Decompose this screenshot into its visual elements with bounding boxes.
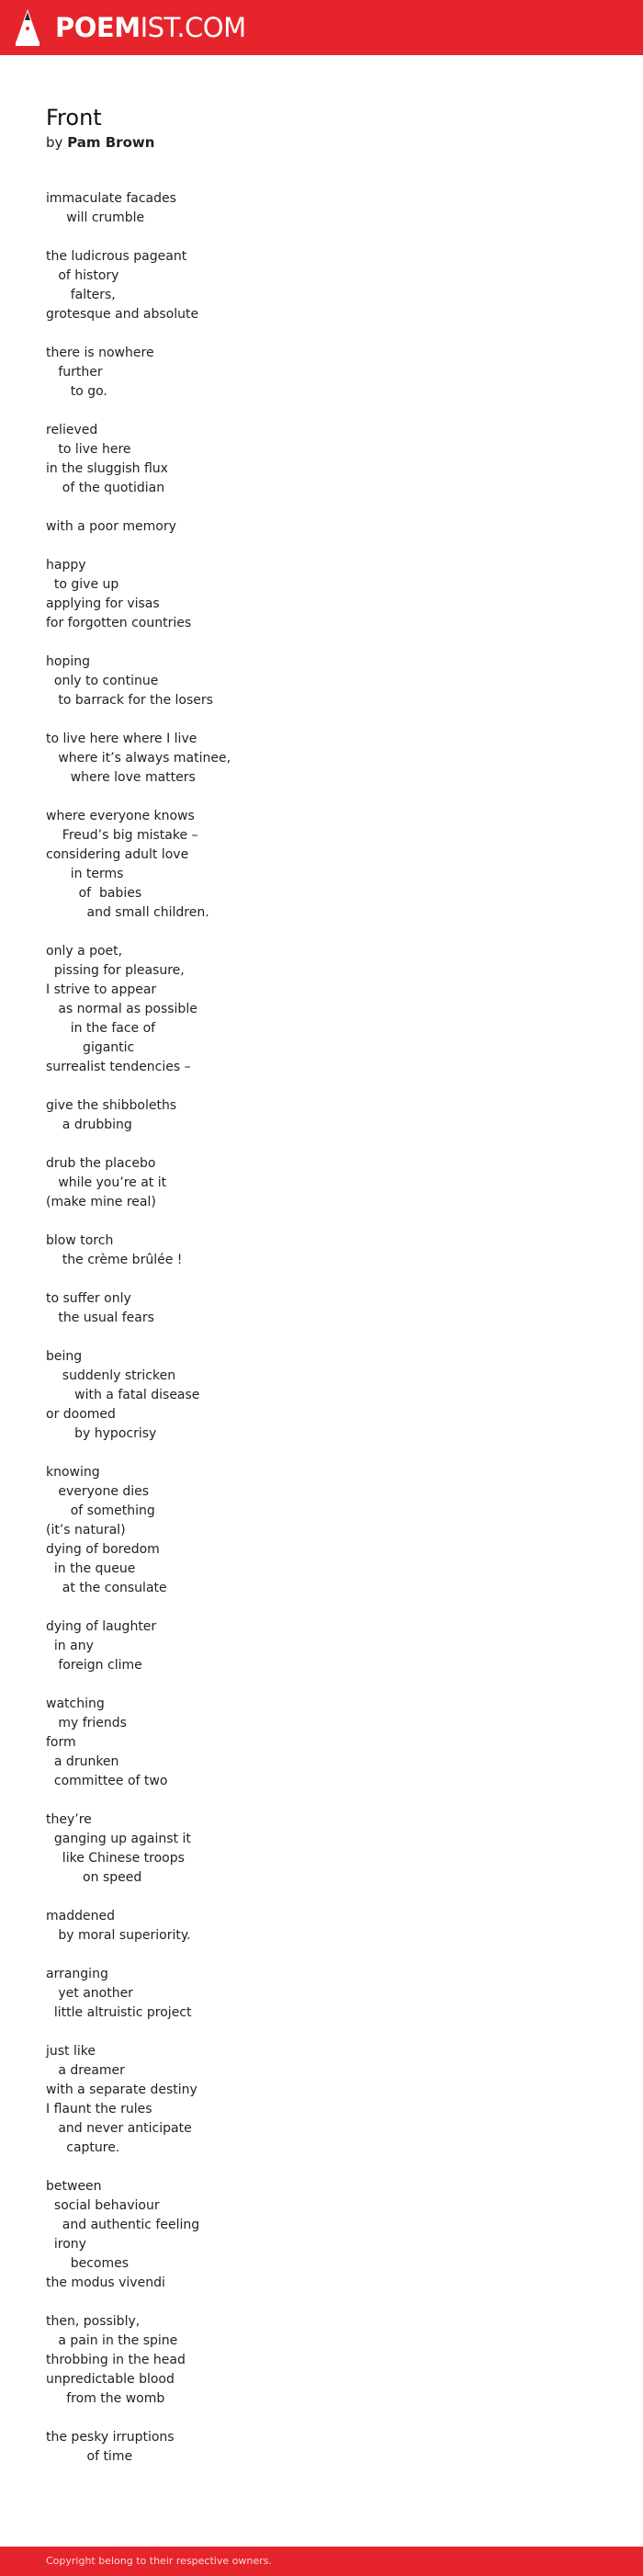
poem-stanza: [46, 1463, 615, 1598]
poem-line: falters,: [46, 288, 116, 302]
poem-line: maddened: [46, 1909, 115, 1923]
by-label: by: [46, 134, 63, 151]
poem-line: hoping: [46, 654, 90, 669]
poem-line: where love matters: [46, 770, 196, 785]
poem-line: committee of two: [46, 1774, 168, 1788]
poem-line: a dreamer: [46, 2063, 125, 2078]
poem-line: pissing for pleasure,: [46, 963, 185, 978]
poem-stanza: [46, 1965, 615, 2023]
poem-line: or doomed: [46, 1407, 116, 1422]
poem-stanza: [46, 2312, 615, 2409]
poem-stanza: [46, 517, 615, 537]
site-footer: [0, 2547, 643, 2576]
poem-line: relieved: [46, 423, 98, 437]
poem-line: happy: [46, 558, 86, 573]
poem-line: a drunken: [46, 1754, 119, 1769]
poem-line: unpredictable blood: [46, 2372, 175, 2387]
poem-stanza: [46, 1907, 615, 1946]
poem-stanza: [46, 1231, 615, 1270]
poem-line: while you’re at it: [46, 1175, 167, 1190]
pen-nib-icon: [13, 8, 42, 47]
poem-line: knowing: [46, 1465, 100, 1480]
logo-light-text: IST.COM: [140, 12, 246, 43]
poem-line: (it’s natural): [46, 1523, 126, 1538]
poem-line: everyone dies: [46, 1484, 150, 1499]
poem-stanza: [46, 1289, 615, 1328]
poem-stanza: [46, 247, 615, 324]
poem-line: to go.: [46, 384, 107, 399]
poem-line: social behaviour: [46, 2198, 160, 2213]
site-logo-link[interactable]: [13, 8, 246, 47]
poem-line: throbbing in the head: [46, 2353, 186, 2367]
poem-line: between: [46, 2179, 102, 2194]
poem-line: the modus vivendi: [46, 2275, 165, 2290]
poem-byline: [46, 132, 615, 153]
poem-author: Pam Brown: [67, 134, 155, 151]
poem-line: from the womb: [46, 2391, 165, 2406]
poem-line: (make mine real): [46, 1195, 156, 1209]
poem-line: to live here where I live: [46, 732, 197, 746]
poem-line: watching: [46, 1697, 105, 1711]
poem-line: dying of boredom: [46, 1542, 160, 1557]
poem-line: by hypocrisy: [46, 1426, 157, 1441]
poem-line: of babies: [46, 886, 142, 901]
poem-line: considering adult love: [46, 847, 189, 862]
poem-line: yet another: [46, 1986, 133, 2001]
poem-line: and small children.: [46, 905, 209, 920]
poem-line: to give up: [46, 577, 119, 592]
poem-stanza: [46, 1347, 615, 1444]
poem-line: irony: [46, 2237, 86, 2252]
poem-line: only a poet,: [46, 944, 123, 959]
poem-stanza: [46, 344, 615, 402]
site-logo-text: [55, 8, 246, 47]
poem-line: and authentic feeling: [46, 2218, 200, 2232]
poem-line: on speed: [46, 1870, 142, 1885]
poem-line: applying for visas: [46, 596, 160, 611]
poem-line: then, possibly,: [46, 2314, 141, 2329]
poem-line: surrealist tendencies –: [46, 1060, 191, 1074]
poem-line: at the consulate: [46, 1581, 167, 1595]
poem-line: the crème brûlée !: [46, 1253, 183, 1267]
poem-stanza: [46, 1617, 615, 1675]
poem-line: and never anticipate: [46, 2121, 192, 2136]
poem-line: dying of laughter: [46, 1619, 157, 1634]
poem-line: the pesky irruptions: [46, 2430, 175, 2445]
logo-bold-text: POEM: [55, 12, 141, 43]
poem-stanza: [46, 942, 615, 1077]
poem-line: where everyone knows: [46, 809, 195, 823]
poem-line: form: [46, 1735, 76, 1750]
poem-body: [46, 189, 615, 2467]
poem-line: there is nowhere: [46, 346, 154, 360]
poem-stanza: [46, 2428, 615, 2467]
poem-line: will crumble: [46, 210, 145, 225]
poem-stanza: [46, 2177, 615, 2293]
poem-line: I flaunt the rules: [46, 2102, 152, 2116]
poem-line: to live here: [46, 442, 131, 457]
poem-line: a drubbing: [46, 1118, 132, 1132]
poem-line: arranging: [46, 1967, 108, 1981]
poem-line: only to continue: [46, 674, 159, 688]
poem-line: like Chinese troops: [46, 1851, 185, 1866]
poem-line: with a separate destiny: [46, 2082, 197, 2097]
poem-line: where it’s always matinee,: [46, 751, 231, 766]
poem-stanza: [46, 1695, 615, 1791]
poem-title: Front: [46, 105, 102, 131]
poem-line: my friends: [46, 1716, 127, 1731]
poem-stanza: [46, 1096, 615, 1135]
poem-stanza: [46, 189, 615, 228]
poem-line: grotesque and absolute: [46, 307, 199, 322]
poem-line: gigantic: [46, 1040, 135, 1055]
poem-stanza: [46, 807, 615, 923]
poem-line: a pain in the spine: [46, 2333, 178, 2348]
poem-line: capture.: [46, 2140, 120, 2155]
poem-line: further: [46, 365, 103, 380]
poem-line: drub the placebo: [46, 1156, 156, 1171]
poem-stanza: [46, 1154, 615, 1212]
poem-line: blow torch: [46, 1233, 114, 1248]
copyright-text: Copyright belong to their respective owners.: [46, 2555, 272, 2567]
poem-line: suddenly stricken: [46, 1368, 176, 1383]
poem-stanza: [46, 556, 615, 633]
poem-line: in the sluggish flux: [46, 461, 168, 476]
poem-line: of something: [46, 1504, 155, 1518]
poem-line: ganging up against it: [46, 1832, 191, 1846]
poem-line: being: [46, 1349, 83, 1364]
poem-line: by moral superiority.: [46, 1928, 191, 1943]
poem-line: little altruistic project: [46, 2005, 192, 2020]
poem-line: give the shibboleths: [46, 1098, 177, 1113]
poem-line: in terms: [46, 867, 124, 881]
poem-stanza: [46, 2042, 615, 2158]
site-header: [0, 0, 643, 55]
poem-content: [46, 103, 615, 2486]
poem-stanza: [46, 421, 615, 498]
poem-line: just like: [46, 2044, 96, 2059]
poem-line: becomes: [46, 2256, 130, 2271]
poem-line: to suffer only: [46, 1291, 131, 1306]
poem-line: the usual fears: [46, 1311, 154, 1325]
poem-line: as normal as possible: [46, 1002, 197, 1016]
poem-line: in the face of: [46, 1021, 156, 1036]
poem-stanza: [46, 730, 615, 788]
poem-line: they’re: [46, 1812, 92, 1827]
poem-line: in the queue: [46, 1561, 136, 1576]
poem-line: in any: [46, 1639, 94, 1653]
poem-line: foreign clime: [46, 1658, 142, 1673]
poem-stanza: [46, 653, 615, 710]
poem-line: immaculate facades: [46, 191, 176, 206]
poem-line: with a fatal disease: [46, 1388, 200, 1402]
poem-line: of history: [46, 268, 119, 283]
poem-line: with a poor memory: [46, 519, 176, 534]
poem-line: the ludicrous pageant: [46, 249, 187, 264]
poem-line: Freud’s big mistake –: [46, 828, 198, 843]
poem-stanza: [46, 1810, 615, 1888]
poem-line: for forgotten countries: [46, 616, 192, 630]
poem-line: of the quotidian: [46, 481, 165, 495]
poem-line: to barrack for the losers: [46, 693, 213, 708]
poem-line: I strive to appear: [46, 982, 157, 997]
poem-line: of time: [46, 2449, 133, 2464]
